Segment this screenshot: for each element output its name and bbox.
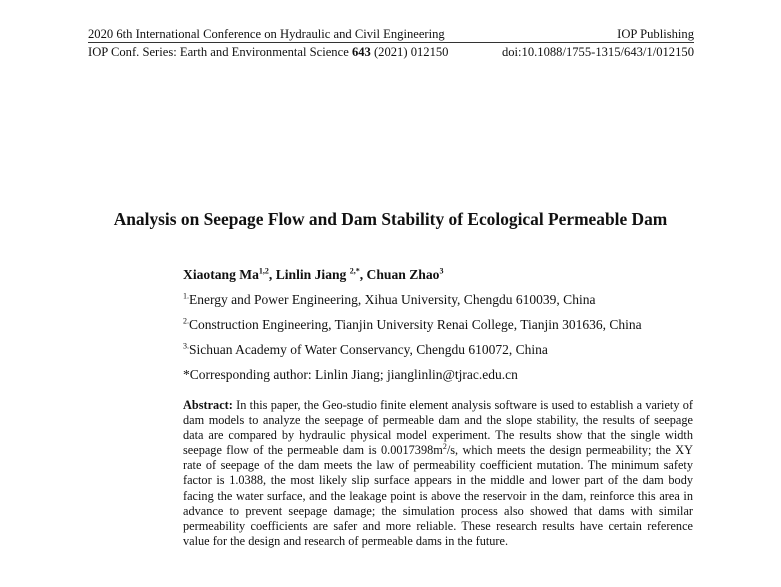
series-name: IOP Conf. Series: Earth and Environmental Science: [88, 45, 352, 59]
author-separator: ,: [359, 267, 367, 282]
corresponding-author: *Corresponding author: Linlin Jiang; jianglinlin@tjrac.edu.cn: [183, 367, 518, 382]
author-name: Linlin Jiang: [275, 267, 350, 282]
affiliation-3: [183, 341, 548, 359]
year-article: (2021) 012150: [370, 45, 449, 59]
author-name: Xiaotang Ma: [183, 267, 259, 282]
author-separator: ,: [268, 267, 276, 282]
publisher-name: IOP Publishing: [617, 27, 694, 41]
paper-title: Analysis on Seepage Flow and Dam Stability of Ecological Permeable Dam: [113, 209, 668, 229]
abstract-label: Abstract:: [183, 398, 233, 412]
doi-text: doi:10.1088/1755-1315/643/1/012150: [501, 45, 694, 59]
abstract-text: In this paper, the Geo-studio finite element analysis software is used to establish a variety of dam models to analyze the seepage of permeable dam and the slope stability, the results of seepage data are compared by hydraulic physical model experiment. The results show that the single width seepage flow of the permeable dam is 0.0017398m: [183, 398, 693, 458]
volume-number: 643: [351, 45, 371, 59]
affiliation-text: Energy and Power Engineering, Xihua University, Chengdu 610039, China: [189, 292, 596, 307]
unit-superscript: 2: [442, 442, 447, 452]
affiliation-text: Construction Engineering, Tianjin University Renai College, Tianjin 301636, China: [189, 317, 642, 332]
affiliation-number: 2.: [183, 316, 189, 326]
affiliation-number: 3.: [183, 341, 189, 351]
affiliation-2: [183, 316, 642, 334]
author-affil-sup: 3: [439, 266, 444, 276]
running-header-top: [88, 26, 694, 42]
header-divider: [88, 42, 694, 43]
abstract-paragraph: [183, 398, 693, 549]
affiliation-number: 1.: [183, 291, 189, 301]
affiliation-text: Sichuan Academy of Water Conservancy, Chengdu 610072, China: [189, 342, 548, 357]
author-list: [183, 266, 443, 284]
abstract-text-continued: /s, which meets the design permeability; the XY rate of seepage of the dam meets the law of permeability coefficient mutation. The minimum safety factor is 1.0388, the most likely slip surface appears in the middle and lower part of the dam body facing the water surface, and the leakage point is above the reservoir in the dam, reinforce this area in advance to prevent seepage damage; the simulation process also showed that dams with similar permeability coefficients are safer and more reliable. These research results have certain reference value for the design and research of permeable dams in the future.: [183, 443, 693, 548]
author-affil-sup: 2,*: [349, 266, 360, 276]
author-name: Chuan Zhao: [366, 267, 440, 282]
conference-name: 2020 6th International Conference on Hydraulic and Civil Engineering: [88, 27, 445, 41]
affiliation-1: [183, 291, 595, 309]
author-affil-sup: 1,2: [258, 266, 269, 276]
running-header-bottom: [88, 44, 694, 60]
